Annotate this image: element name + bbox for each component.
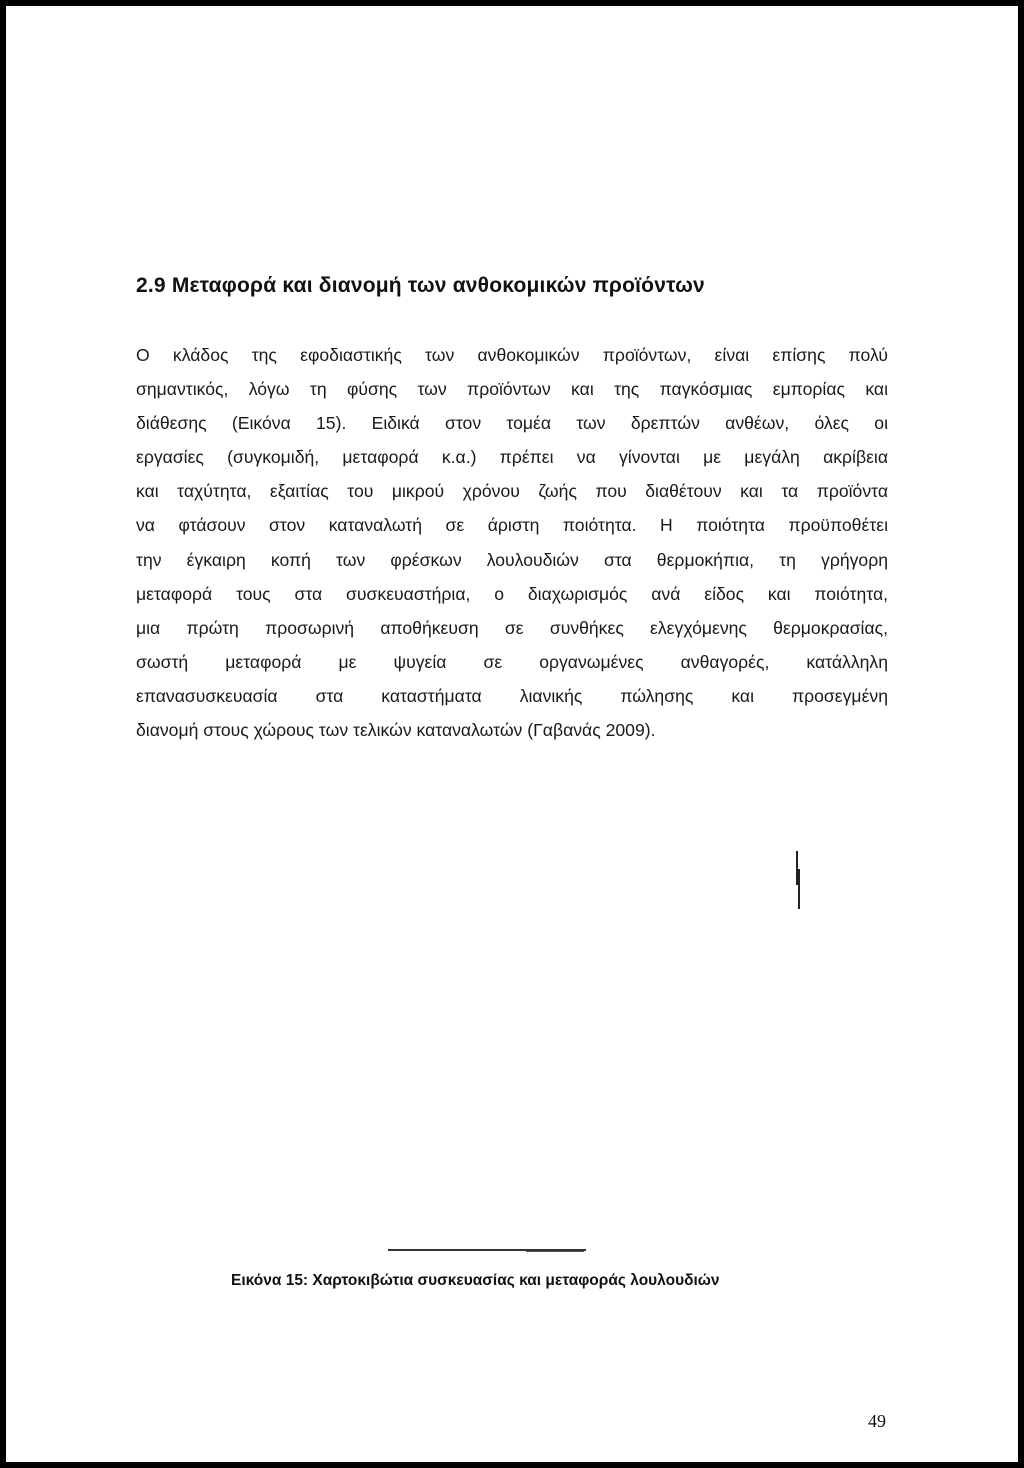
paragraph-line: να φτάσουν στον καταναλωτή σε άριστη ποιότητα. Η ποιότητα προϋποθέτει [136,515,888,536]
paragraph-line: επανασυσκευασία στα καταστήματα λιανικής πώλησης και προσεγμένη [136,685,888,706]
paragraph-line: σωστή μεταφορά με ψυγεία σε οργανωμένες ανθαγορές, κατάλληλη [136,651,888,672]
paragraph-line: την έγκαιρη κοπή των φρέσκων λουλουδιών στα θερμοκήπια, τη γρήγορη [136,549,888,570]
paragraph-line: διάθεσης (Εικόνα 15). Ειδικά στον τομέα των δρεπτών ανθέων, όλες οι [136,413,888,434]
paragraph-line: εργασίες (συγκομιδή, μεταφορά κ.α.) πρέπει να γίνονται με μεγάλη ακρίβεια [136,447,888,468]
figure-artifact-mark [798,869,800,909]
paragraph-line: μια πρώτη προσωρινή αποθήκευση σε συνθήκες ελεγχόμενης θερμοκρασίας, [136,617,888,638]
paragraph-line: διανομή στους χώρους των τελικών καταναλωτών (Γαβανάς 2009). [136,720,656,741]
paragraph-line: σημαντικός, λόγω τη φύσης των προϊόντων και της παγκόσμιας εμπορίας και [136,379,888,400]
figure-image-area [786,851,806,911]
figure-caption: Εικόνα 15: Χαρτοκιβώτια συσκευασίας και μεταφοράς λουλουδιών [231,1272,720,1289]
paragraph-line: και ταχύτητα, εξαιτίας του μικρού χρόνου ζωής που διαθέτουν και τα προϊόντα [136,481,888,502]
page-number: 49 [868,1411,886,1431]
figure-divider [526,1251,584,1252]
body-paragraph [136,338,888,747]
paragraph-line: μεταφορά τους στα συσκευαστήρια, ο διαχωρισμός ανά είδος και ποιότητα, [136,583,888,604]
paragraph-line: Ο κλάδος της εφοδιαστικής των ανθοκομικών προϊόντων, είναι επίσης πολύ [136,345,888,365]
section-heading: 2.9 Μεταφορά και διανομή των ανθοκομικών προϊόντων [136,274,705,297]
document-page [6,6,1018,1462]
